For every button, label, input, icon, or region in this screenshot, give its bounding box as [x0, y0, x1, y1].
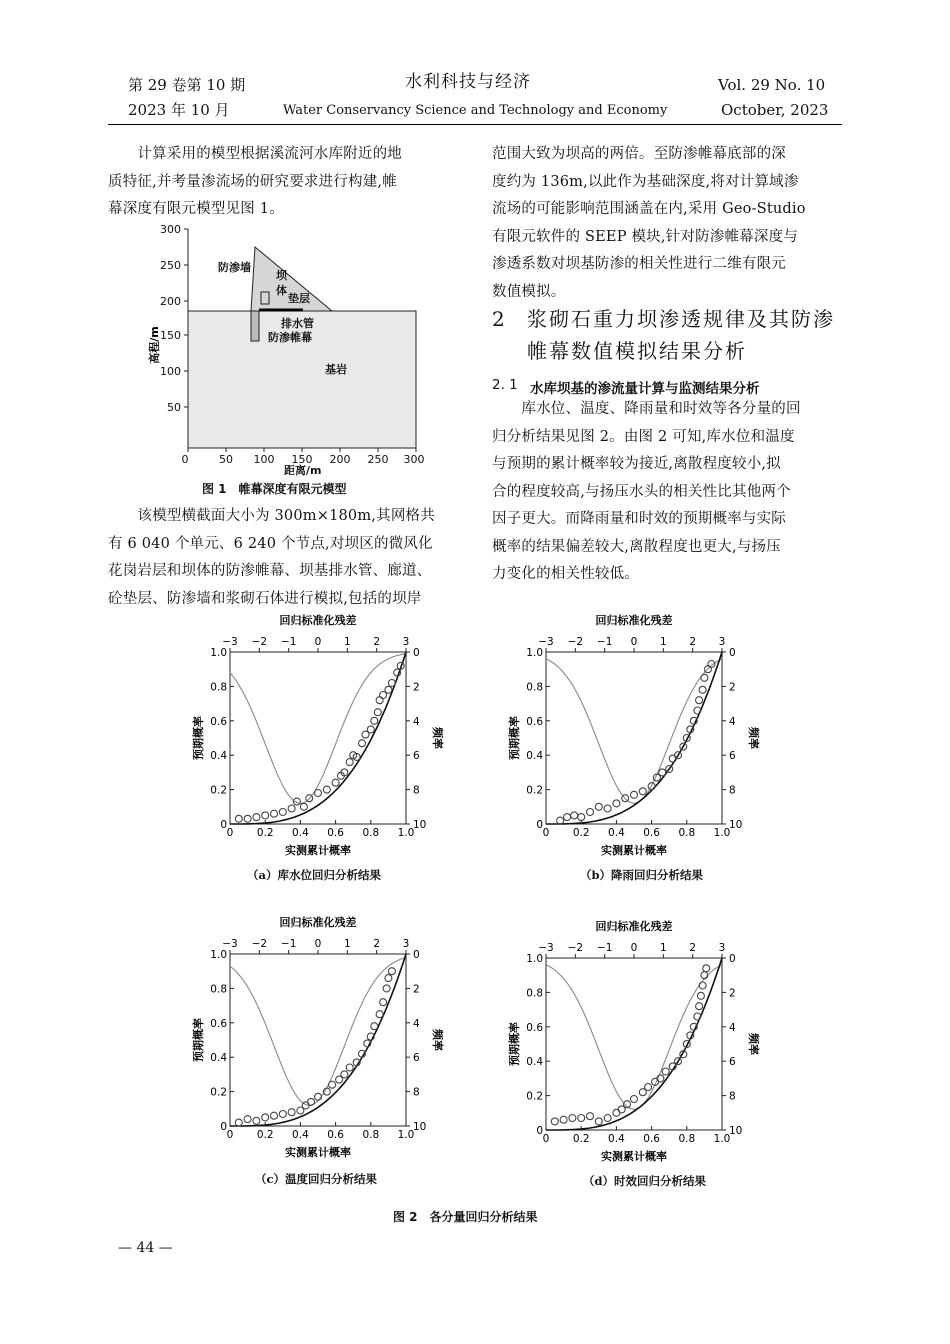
x-tick-label: 0.2: [572, 1133, 590, 1145]
top-axis-label: 回归标准化残差: [595, 614, 673, 627]
right-tick-label: 10: [729, 1125, 743, 1137]
data-point: [376, 1011, 383, 1018]
x-tick-label: 0.6: [643, 827, 660, 839]
data-point: [371, 1023, 378, 1030]
data-point: [262, 812, 269, 819]
fig1-label-dam: 体: [276, 284, 287, 297]
data-point: [696, 1003, 703, 1010]
top-tick-label: −1: [280, 938, 297, 950]
data-point: [244, 815, 251, 822]
fig2-subcaption-c: （c）温度回归分析结果: [255, 1172, 378, 1186]
y-tick-label: 0.6: [526, 1021, 543, 1034]
y-tick-label: 0: [536, 1125, 543, 1137]
page-number: — 44 —: [118, 1240, 173, 1256]
top-tick-label: −2: [251, 938, 268, 950]
y-tick-label: 0.4: [526, 750, 543, 763]
data-point: [332, 779, 339, 786]
data-point: [329, 1081, 336, 1088]
header-date: 2023 年 10 月: [128, 101, 230, 119]
density-curve: [546, 659, 722, 804]
right-tick-label: 4: [413, 1017, 420, 1030]
y-tick-label: 0.2: [526, 1090, 543, 1103]
x-tick-label: 0.6: [327, 827, 344, 839]
right-tick-label: 8: [729, 784, 736, 797]
data-point: [551, 1118, 558, 1125]
data-point: [253, 814, 260, 821]
fig1-xtick: 300: [403, 453, 425, 466]
y-tick-label: 0.2: [210, 1086, 227, 1099]
top-tick-label: −3: [538, 636, 554, 648]
fit-curve: [546, 958, 722, 1130]
top-tick-label: −2: [251, 636, 268, 648]
top-tick-label: 1: [343, 938, 351, 950]
data-point: [374, 709, 381, 716]
right-tick-label: 6: [729, 750, 736, 763]
fig1-xtick: 0: [181, 453, 189, 466]
x-tick-label: 0.4: [608, 1133, 625, 1145]
data-point: [557, 817, 564, 824]
right-tick-label: 10: [413, 819, 427, 831]
x-tick-label: 1.0: [397, 1129, 415, 1141]
y-axis-label: 预期概率: [508, 716, 521, 760]
data-point: [699, 686, 706, 693]
right-tick-label: 2: [413, 983, 420, 996]
fig1-ylabel: 高程/m: [148, 326, 161, 364]
y-axis-label: 预期概率: [508, 1022, 521, 1066]
right-paragraph-2: 库水位、温度、降雨量和时效等各分量的回 归分析结果见图 2。由图 2 可知,库水位和温度 与预期的累计概率较为接近,离散程度较小,拟 合的程度较高,与扬压水头的相关性比其他两个 因子更大。而降雨量和时效的预期概率与实际 概率的结果偏差较大,离散程度也更大,与扬压 力变化的相关性较低。: [492, 401, 801, 582]
right-axis-label: 频率: [747, 727, 760, 749]
top-tick-label: −2: [567, 942, 584, 954]
top-axis-label: 回归标准化残差: [595, 920, 673, 933]
data-point: [696, 697, 703, 704]
top-tick-label: 3: [402, 938, 410, 950]
header-volume: 第 29 卷第 10 期: [128, 76, 246, 94]
y-axis-label: 预期概率: [192, 1018, 205, 1062]
data-point: [315, 790, 322, 797]
data-point: [279, 809, 286, 816]
data-point: [323, 786, 330, 793]
top-axis-label: 回归标准化残差: [279, 614, 357, 627]
fig1-xtick: 100: [253, 453, 275, 466]
data-point: [359, 740, 366, 747]
fig1-xtick: 50: [219, 453, 233, 466]
right-tick-label: 6: [413, 750, 420, 763]
data-point: [341, 1071, 348, 1078]
x-tick-label: 0.6: [327, 1129, 344, 1141]
fig1-xlabel-text: 距离/m: [284, 464, 322, 477]
x-axis-label: 实测累计概率: [285, 844, 351, 857]
data-point: [645, 1084, 652, 1091]
left-paragraph-1: 计算采用的模型根据溪流河水库附近的地 质特征,并考量渗流场的研究要求进行构建,帷 幕深度有限元模型见图 1。: [108, 146, 402, 217]
right-axis-label: 频率: [431, 727, 444, 749]
data-point: [367, 726, 374, 733]
subsection-number: 2. 1: [492, 377, 518, 393]
top-tick-label: −2: [567, 636, 584, 648]
data-point: [587, 809, 594, 816]
x-tick-label: 1.0: [713, 827, 731, 839]
data-point: [564, 814, 571, 821]
top-tick-label: 2: [373, 636, 381, 648]
x-tick-label: 0: [542, 1133, 550, 1145]
data-point: [235, 815, 242, 822]
data-point: [288, 1109, 295, 1116]
y-tick-label: 1.0: [210, 647, 227, 659]
top-tick-label: 3: [402, 636, 410, 648]
y-tick-label: 0: [220, 1121, 227, 1133]
data-point: [271, 1112, 278, 1119]
top-tick-label: 1: [659, 636, 667, 648]
section-number: 2: [492, 307, 507, 331]
fig1-xtick: 200: [329, 453, 351, 466]
data-point: [380, 999, 387, 1006]
plot-frame: [230, 652, 406, 824]
top-tick-label: 0: [314, 636, 322, 648]
x-tick-label: 0.8: [678, 1133, 696, 1145]
data-point: [703, 965, 710, 972]
data-point: [631, 1096, 638, 1103]
fig1-xtick: 150: [291, 453, 313, 466]
x-tick-label: 1.0: [397, 827, 415, 839]
data-point: [587, 1113, 594, 1120]
x-axis-label: 实测累计概率: [601, 1150, 667, 1163]
data-point: [604, 1115, 611, 1122]
data-point: [604, 805, 611, 812]
x-tick-label: 0.8: [362, 827, 380, 839]
data-point: [346, 1064, 353, 1071]
right-tick-label: 2: [729, 987, 736, 1000]
y-tick-label: 0.2: [526, 784, 543, 797]
fig1-xtick: 250: [367, 453, 389, 466]
y-tick-label: 0.2: [210, 784, 227, 797]
y-tick-label: 0.8: [526, 681, 543, 694]
top-tick-label: 3: [718, 942, 726, 954]
y-tick-label: 1.0: [526, 953, 543, 965]
fig1-label-dam: 坝: [276, 269, 287, 282]
fig1-label-bedrock: 基岩: [325, 363, 347, 376]
right-axis-label: 频率: [747, 1033, 760, 1055]
top-tick-label: 2: [373, 938, 381, 950]
figure-1-model: [140, 220, 440, 465]
fig2-caption: 图 2 各分量回归分析结果: [393, 1210, 538, 1224]
data-point: [571, 812, 578, 819]
data-point: [235, 1119, 242, 1126]
x-tick-label: 0: [542, 827, 550, 839]
data-point: [639, 788, 646, 795]
data-point: [569, 1115, 576, 1122]
data-point: [262, 1114, 269, 1121]
y-tick-label: 0.4: [210, 750, 227, 763]
x-tick-label: 0: [226, 827, 234, 839]
top-tick-label: −3: [538, 942, 554, 954]
right-tick-label: 10: [413, 1121, 427, 1133]
right-tick-label: 0: [729, 953, 736, 965]
fig1-label-pad: 垫层: [288, 292, 310, 305]
top-tick-label: 0: [314, 938, 322, 950]
data-point: [631, 791, 638, 798]
data-point: [578, 1115, 585, 1122]
density-curve: [230, 654, 406, 804]
data-point: [376, 697, 383, 704]
fig1-ytick: 250: [160, 259, 181, 272]
x-tick-label: 0: [226, 1129, 234, 1141]
y-tick-label: 0.4: [210, 1052, 227, 1065]
fig1-ytick: 50: [167, 401, 181, 414]
x-axis-label: 实测累计概率: [285, 1146, 351, 1159]
data-point: [371, 717, 378, 724]
data-point: [308, 1098, 315, 1105]
header-rule: [108, 124, 842, 125]
fig1-label-curtain: 防渗帷幕: [268, 331, 312, 344]
right-axis-label: 频率: [431, 1029, 444, 1051]
x-tick-label: 0.8: [678, 827, 696, 839]
right-tick-label: 8: [413, 784, 420, 797]
fig1-caption: 图 1 帷幕深度有限元模型: [202, 482, 347, 496]
y-tick-label: 0.4: [526, 1056, 543, 1069]
top-tick-label: 2: [689, 636, 697, 648]
right-tick-label: 4: [413, 715, 420, 728]
data-point: [385, 975, 392, 982]
data-point: [697, 992, 704, 999]
top-tick-label: −1: [596, 636, 613, 648]
x-tick-label: 0.2: [256, 827, 274, 839]
fig2-chart-a: [190, 612, 444, 862]
data-point: [288, 805, 295, 812]
top-tick-label: 2: [689, 942, 697, 954]
data-point: [595, 803, 602, 810]
fit-curve: [230, 652, 406, 824]
y-tick-label: 0.6: [210, 1017, 227, 1030]
right-tick-label: 4: [729, 1021, 736, 1034]
y-tick-label: 0: [220, 819, 227, 831]
x-tick-label: 0.4: [292, 1129, 309, 1141]
y-tick-label: 1.0: [526, 647, 543, 659]
data-point: [388, 968, 395, 975]
top-tick-label: −3: [222, 938, 238, 950]
y-tick-label: 0: [536, 819, 543, 831]
data-point: [662, 1068, 669, 1075]
x-tick-label: 0.2: [572, 827, 590, 839]
data-point: [659, 769, 666, 776]
data-point: [701, 674, 708, 681]
subsection-title: 水库坝基的渗流量计算与监测结果分析: [530, 381, 760, 397]
data-point: [699, 982, 706, 989]
data-point: [385, 686, 392, 693]
density-curve: [230, 958, 406, 1106]
journal-title: 水利科技与经济: [405, 72, 531, 92]
top-tick-label: 0: [630, 942, 638, 954]
x-tick-label: 0.2: [256, 1129, 274, 1141]
y-tick-label: 0.8: [210, 983, 227, 996]
right-tick-label: 2: [729, 681, 736, 694]
top-tick-label: −1: [596, 942, 613, 954]
right-tick-label: 2: [413, 681, 420, 694]
data-point: [560, 1116, 567, 1123]
right-tick-label: 6: [413, 1052, 420, 1065]
fig1-ytick: 200: [160, 295, 181, 308]
top-tick-label: 0: [630, 636, 638, 648]
fig1-label-wall: 防渗墙: [218, 261, 251, 274]
fig2-chart-b: [506, 612, 760, 862]
data-point: [271, 810, 278, 817]
y-tick-label: 1.0: [210, 949, 227, 961]
right-tick-label: 0: [413, 647, 420, 659]
x-tick-label: 0.4: [292, 827, 309, 839]
right-tick-label: 4: [729, 715, 736, 728]
top-tick-label: 1: [659, 942, 667, 954]
data-point: [315, 1093, 322, 1100]
data-point: [253, 1117, 260, 1124]
header-volume-en: Vol. 29 No. 10: [718, 76, 826, 94]
fig2-subcaption-a: （a）库水位回归分析结果: [247, 868, 381, 882]
top-tick-label: 1: [343, 636, 351, 648]
right-tick-label: 6: [729, 1056, 736, 1069]
right-tick-label: 10: [729, 819, 743, 831]
right-paragraph-1: 范围大致为坝高的两倍。至防渗帷幕底部的深 度约为 136m,以此作为基础深度,将对计算域渗 流场的可能影响范围涵盖在内,采用 Geo-Studio 有限元软件的 SEEP 模块,针对防渗帷幕深度与 渗透系数对坝基防渗的相关性进行二维有限元 数值模拟。: [492, 146, 806, 300]
density-curve: [546, 965, 722, 1110]
section-title-line1: 浆砌石重力坝渗透规律及其防渗: [527, 307, 835, 331]
fig1-label-drain: 排水管: [281, 317, 314, 330]
right-tick-label: 8: [729, 1090, 736, 1103]
right-tick-label: 8: [413, 1086, 420, 1099]
x-axis-label: 实测累计概率: [601, 844, 667, 857]
fig2-chart-d: [506, 918, 760, 1168]
data-point: [244, 1116, 251, 1123]
x-tick-label: 0.8: [362, 1129, 380, 1141]
fig2-chart-c: [190, 914, 444, 1164]
x-tick-label: 0.4: [608, 827, 625, 839]
y-tick-label: 0.8: [210, 681, 227, 694]
data-point: [346, 759, 353, 766]
y-tick-label: 0.8: [526, 987, 543, 1000]
top-tick-label: −3: [222, 636, 238, 648]
header-date-en: October, 2023: [721, 101, 829, 119]
fig2-subcaption-d: （d）时效回归分析结果: [583, 1174, 707, 1188]
data-point: [300, 803, 307, 810]
fig1-ytick: 100: [160, 365, 181, 378]
fig1-ytick: 300: [160, 223, 181, 236]
data-point: [595, 1118, 602, 1125]
data-point: [388, 680, 395, 687]
x-tick-label: 0.6: [643, 1133, 660, 1145]
fig1-ytick: 150: [160, 329, 181, 342]
right-tick-label: 0: [413, 949, 420, 961]
section-title-line2: 帷幕数值模拟结果分析: [527, 339, 747, 363]
data-point: [578, 814, 585, 821]
journal-title-en: Water Conservancy Science and Technology and Economy: [283, 103, 668, 118]
top-tick-label: −1: [280, 636, 297, 648]
data-point: [613, 800, 620, 807]
y-tick-label: 0.6: [526, 715, 543, 728]
x-tick-label: 1.0: [713, 1133, 731, 1145]
left-paragraph-2: 该模型横截面大小为 300m×180m,其网格共 有 6 040 个单元、6 240 个节点,对坝区的微风化 花岗岩层和坝体的防渗帷幕、坝基排水管、廊道、 砼垫层、防渗墙和浆砌石体进行模拟,包括的坝岸: [108, 508, 435, 607]
top-axis-label: 回归标准化残差: [279, 916, 357, 929]
y-axis-label: 预期概率: [192, 716, 205, 760]
y-tick-label: 0.6: [210, 715, 227, 728]
data-point: [279, 1111, 286, 1118]
data-point: [383, 985, 390, 992]
plot-frame: [546, 958, 722, 1130]
top-tick-label: 3: [718, 636, 726, 648]
right-tick-label: 0: [729, 647, 736, 659]
fig2-subcaption-b: （b）降雨回归分析结果: [580, 868, 704, 882]
